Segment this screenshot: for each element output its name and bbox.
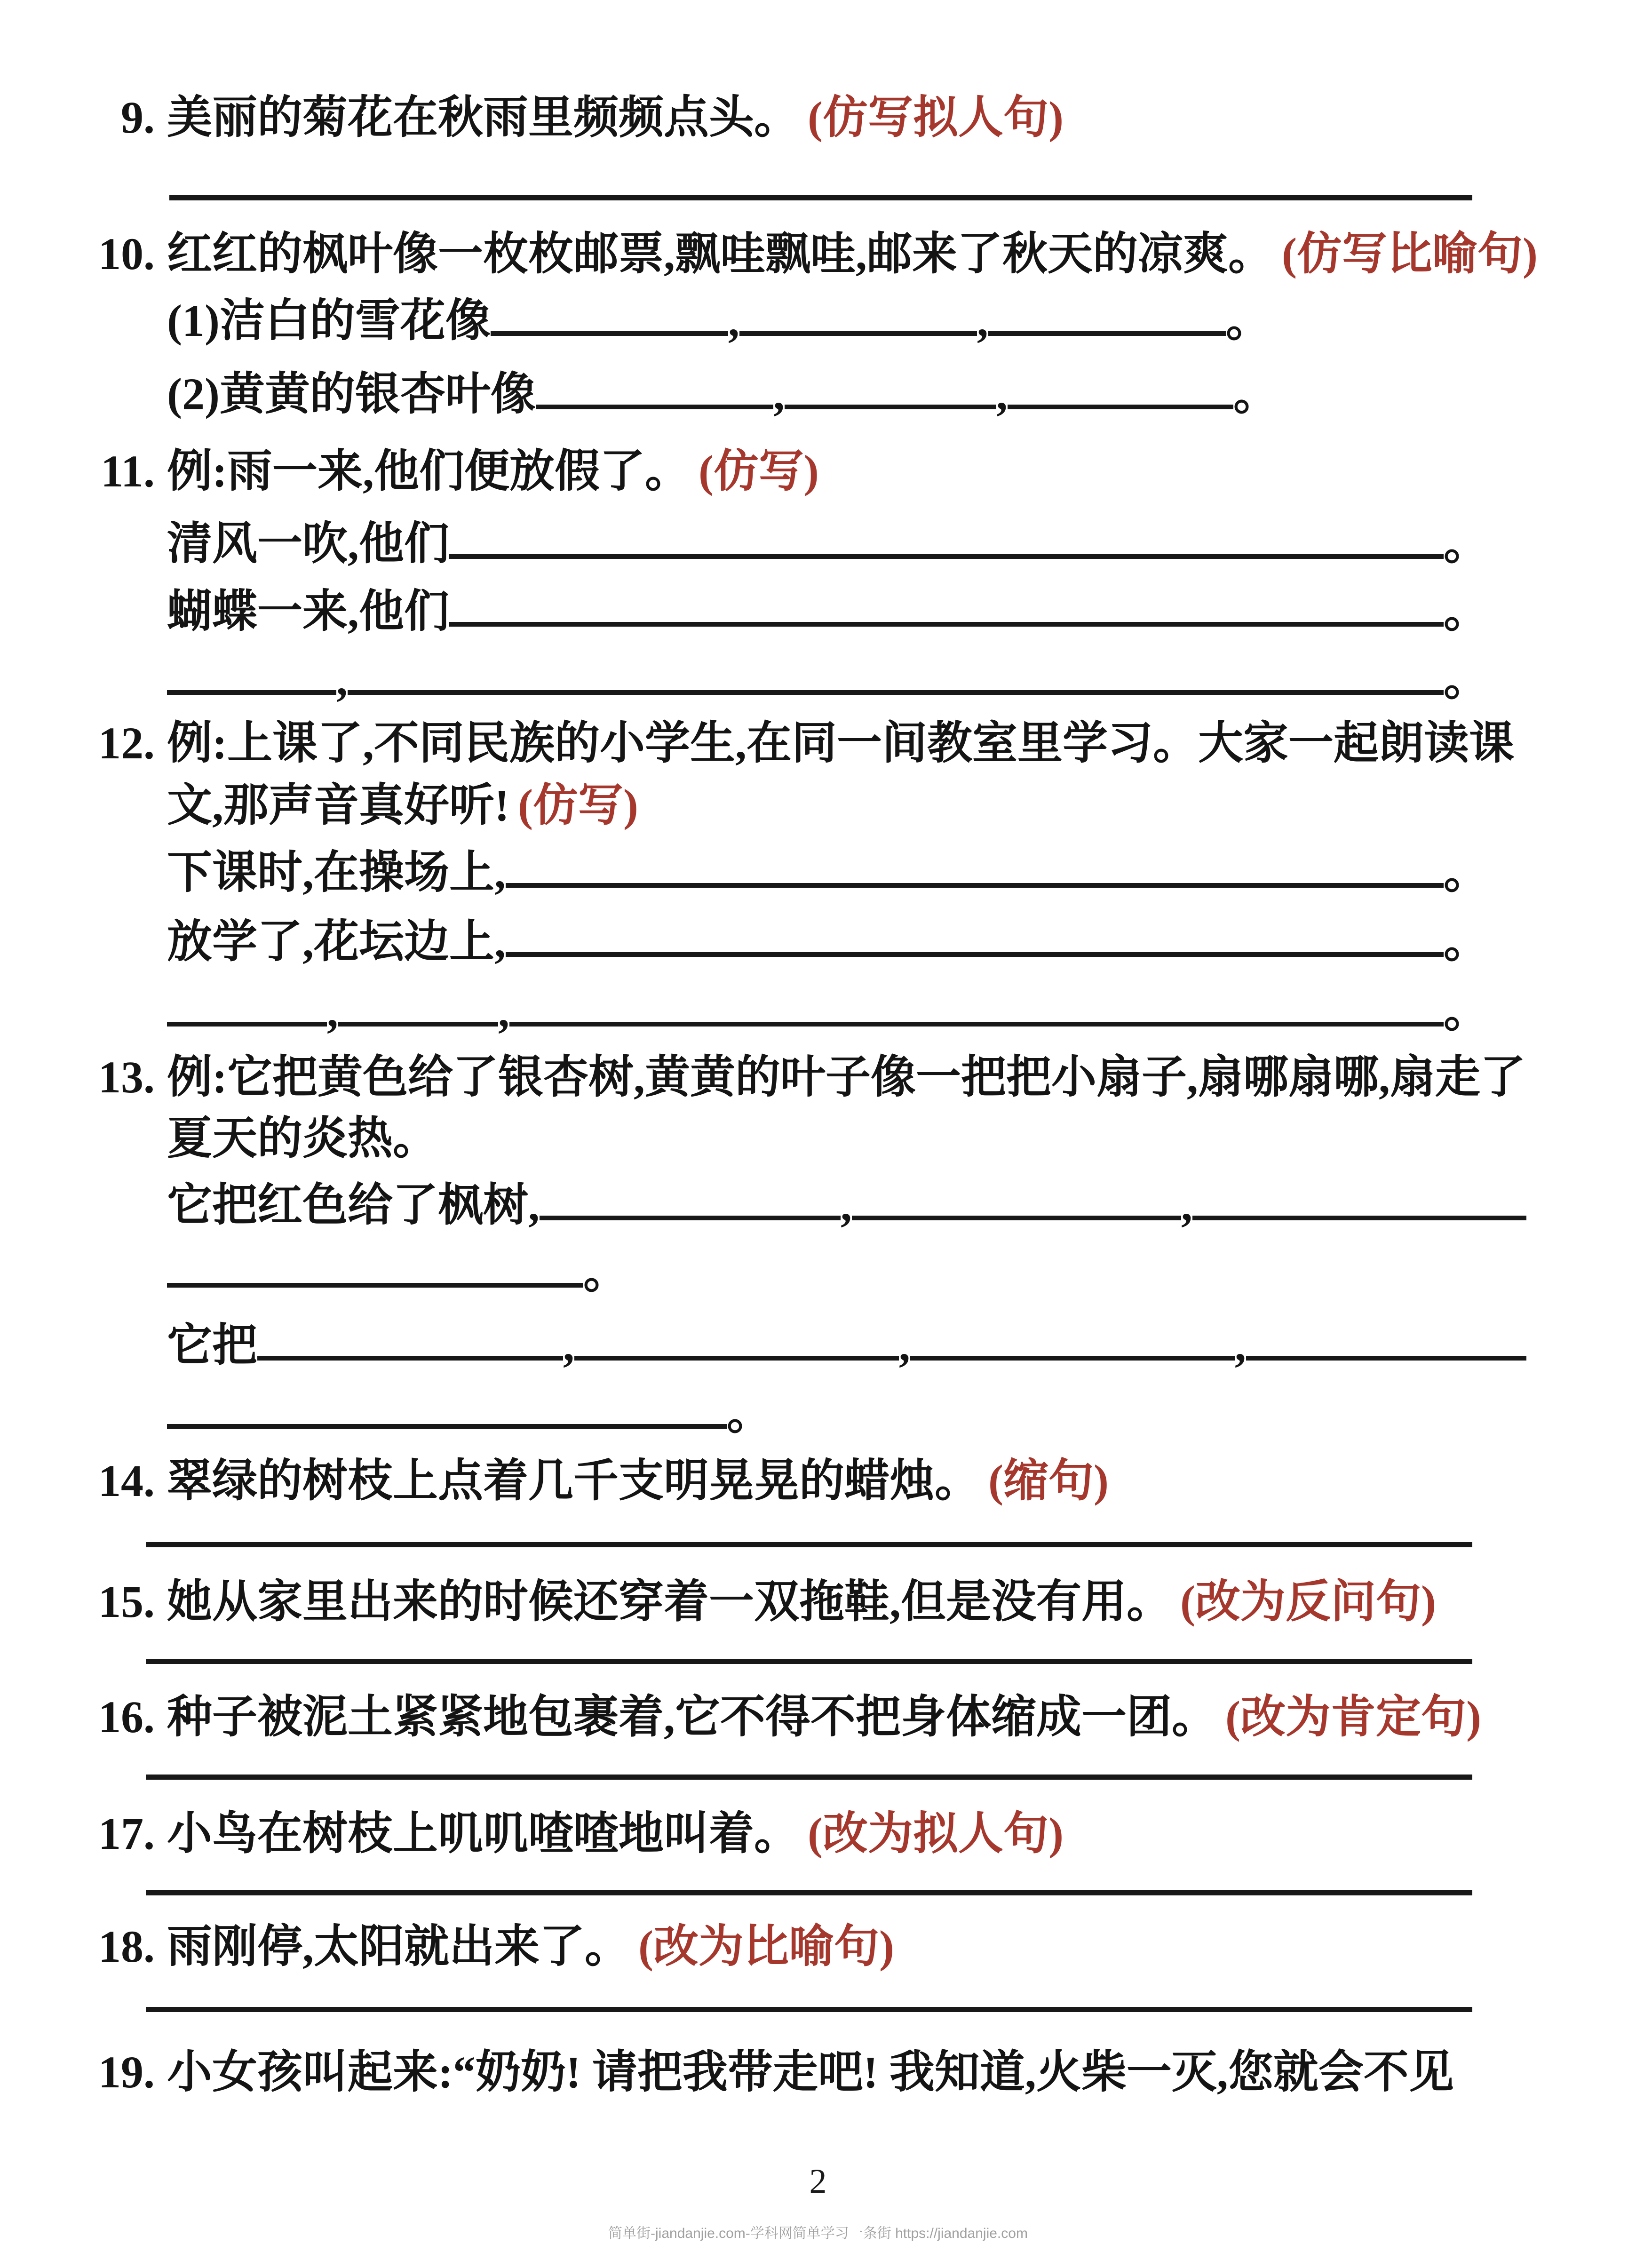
period: 。	[1444, 986, 1489, 1036]
fill-blank	[167, 1011, 327, 1027]
question-10-number: 10.	[98, 229, 155, 279]
fill-blank	[449, 544, 1444, 559]
fill-blank	[536, 394, 773, 409]
question-11-line2	[167, 583, 1489, 640]
comma: ,	[563, 1320, 574, 1370]
fill-blank	[509, 1011, 1444, 1027]
question-13-text-line2: 夏天的炎热。	[167, 1113, 438, 1163]
fill-blank	[1008, 394, 1233, 409]
comma: ,	[336, 654, 348, 705]
comma: ,	[498, 986, 509, 1036]
period: 。	[1444, 518, 1489, 569]
question-17-number: 17.	[98, 1808, 155, 1859]
question-17	[96, 1806, 1064, 1862]
fill-blank	[574, 1345, 899, 1361]
fill-blank	[1192, 1205, 1526, 1220]
question-13	[96, 1049, 1525, 1106]
question-15	[96, 1574, 1436, 1630]
question-13-line1	[167, 1177, 1526, 1233]
question-16-instruction: (改为肯定句)	[1225, 1692, 1481, 1742]
comma: ,	[841, 1180, 852, 1230]
question-19	[96, 2044, 1454, 2101]
question-12-text-line2-row	[167, 777, 638, 834]
fill-blank	[348, 680, 1444, 695]
period: 。	[1225, 295, 1271, 346]
comma: ,	[899, 1320, 910, 1370]
question-19-number: 19.	[98, 2047, 155, 2097]
fill-blank	[338, 1011, 498, 1027]
question-14-instruction: (缩句)	[988, 1456, 1109, 1506]
question-9-number: 9.	[121, 92, 155, 143]
fill-blank	[540, 1205, 841, 1220]
fill-blank	[167, 1414, 727, 1429]
line-prefix: 放学了,花坛边上,	[167, 916, 506, 967]
period: 。	[1444, 847, 1489, 898]
fill-blank	[167, 680, 336, 695]
line-prefix: 它把红色给了枫树,	[167, 1180, 540, 1230]
comma: ,	[327, 986, 338, 1036]
period: 。	[1444, 916, 1489, 967]
question-15-text: 她从家里出来的时候还穿着一双拖鞋,但是没有用。	[167, 1576, 1172, 1627]
answer-line	[146, 1659, 1472, 1664]
question-13-text-line1: 例:它把黄色给了银杏树,黄黄的叶子像一把把小扇子,扇哪扇哪,扇走了	[167, 1052, 1525, 1102]
question-13-text-line2-row	[167, 1110, 438, 1167]
page-number: 2	[809, 2162, 827, 2201]
footer-watermark: 简单街-jiandanjie.com-学科网简单学习一条街 https://jiandanjie.com	[608, 2226, 1028, 2241]
fill-blank	[449, 612, 1444, 627]
question-18	[96, 1918, 894, 1975]
question-18-instruction: (改为比喻句)	[638, 1921, 894, 1972]
period: 。	[1233, 369, 1279, 419]
question-10-instruction: (仿写比喻句)	[1282, 229, 1538, 279]
question-17-text: 小鸟在树枝上叽叽喳喳地叫着。	[167, 1808, 799, 1859]
line-prefix: 它把	[167, 1320, 257, 1370]
question-14	[96, 1453, 1109, 1509]
question-10	[96, 226, 1538, 282]
question-13-line2-cont	[167, 1244, 628, 1301]
question-17-instruction: (改为拟人句)	[808, 1808, 1064, 1859]
fill-blank	[910, 1345, 1235, 1361]
question-14-text: 翠绿的树枝上点着几千支明晃晃的蜡烛。	[167, 1456, 980, 1506]
question-15-number: 15.	[98, 1576, 155, 1627]
question-11-line1	[167, 516, 1489, 572]
answer-line	[146, 2007, 1472, 2012]
question-13-number: 13.	[98, 1052, 155, 1102]
period: 。	[727, 1388, 772, 1439]
question-12	[96, 715, 1514, 772]
question-11-text: 例:雨一来,他们便放假了。	[167, 446, 690, 496]
period: 。	[583, 1247, 628, 1297]
comma: ,	[773, 369, 785, 419]
fill-blank	[852, 1205, 1181, 1220]
fill-blank	[506, 942, 1444, 957]
question-12-text-line2: 文,那声音真好听!	[167, 780, 509, 830]
comma: ,	[996, 369, 1008, 419]
question-12-line2	[167, 914, 1489, 970]
question-9	[96, 89, 1064, 146]
question-18-text: 雨刚停,太阳就出来了。	[167, 1921, 630, 1972]
question-11-line3	[167, 652, 1489, 708]
question-14-number: 14.	[98, 1456, 155, 1506]
fill-blank	[988, 321, 1226, 336]
answer-line	[146, 1775, 1472, 1780]
question-9-instruction: (仿写拟人句)	[808, 92, 1064, 143]
question-11	[96, 443, 819, 500]
fill-blank	[167, 1273, 583, 1288]
line-prefix: 下课时,在操场上,	[167, 847, 506, 898]
question-19-text: 小女孩叫起来:“奶奶! 请把我带走吧! 我知道,火柴一灭,您就会不见	[167, 2047, 1454, 2097]
fill-blank	[257, 1345, 563, 1361]
period: 。	[1444, 654, 1489, 705]
fill-blank	[1246, 1345, 1526, 1361]
period: 。	[1444, 586, 1489, 637]
question-12-instruction: (仿写)	[517, 780, 638, 830]
line-prefix: 蝴蝶一来,他们	[167, 586, 449, 637]
question-10-text: 红红的枫叶像一枚枚邮票,飘哇飘哇,邮来了秋天的凉爽。	[167, 229, 1273, 279]
answer-line	[146, 1890, 1472, 1895]
question-11-instruction: (仿写)	[698, 446, 819, 496]
question-10-sub2	[167, 366, 1279, 422]
answer-line	[146, 1542, 1472, 1547]
question-13-line4-cont	[167, 1385, 772, 1442]
question-16-number: 16.	[98, 1692, 155, 1742]
comma: ,	[728, 295, 739, 346]
fill-blank	[506, 873, 1444, 888]
question-12-number: 12.	[98, 718, 155, 768]
question-12-text-line1: 例:上课了,不同民族的小学生,在同一间教室里学习。大家一起朗读课	[167, 718, 1514, 768]
comma: ,	[977, 295, 988, 346]
sub1-prefix: (1)洁白的雪花像	[167, 295, 491, 346]
sub2-prefix: (2)黄黄的银杏叶像	[167, 369, 536, 419]
question-12-line3	[167, 983, 1489, 1040]
question-10-sub1	[167, 293, 1271, 349]
answer-line	[169, 195, 1472, 200]
comma: ,	[1181, 1180, 1192, 1230]
question-12-line1	[167, 844, 1489, 901]
question-9-text: 美丽的菊花在秋雨里频频点头。	[167, 92, 799, 143]
question-13-line3	[167, 1317, 1526, 1374]
comma: ,	[1235, 1320, 1246, 1370]
question-16-text: 种子被泥土紧紧地包裹着,它不得不把身体缩成一团。	[167, 1692, 1217, 1742]
fill-blank	[785, 394, 996, 409]
question-18-number: 18.	[98, 1921, 155, 1972]
fill-blank	[491, 321, 728, 336]
line-prefix: 清风一吹,他们	[167, 518, 449, 569]
question-16	[96, 1689, 1481, 1745]
question-15-instruction: (改为反问句)	[1180, 1576, 1436, 1627]
question-11-number: 11.	[101, 446, 155, 496]
fill-blank	[739, 321, 977, 336]
